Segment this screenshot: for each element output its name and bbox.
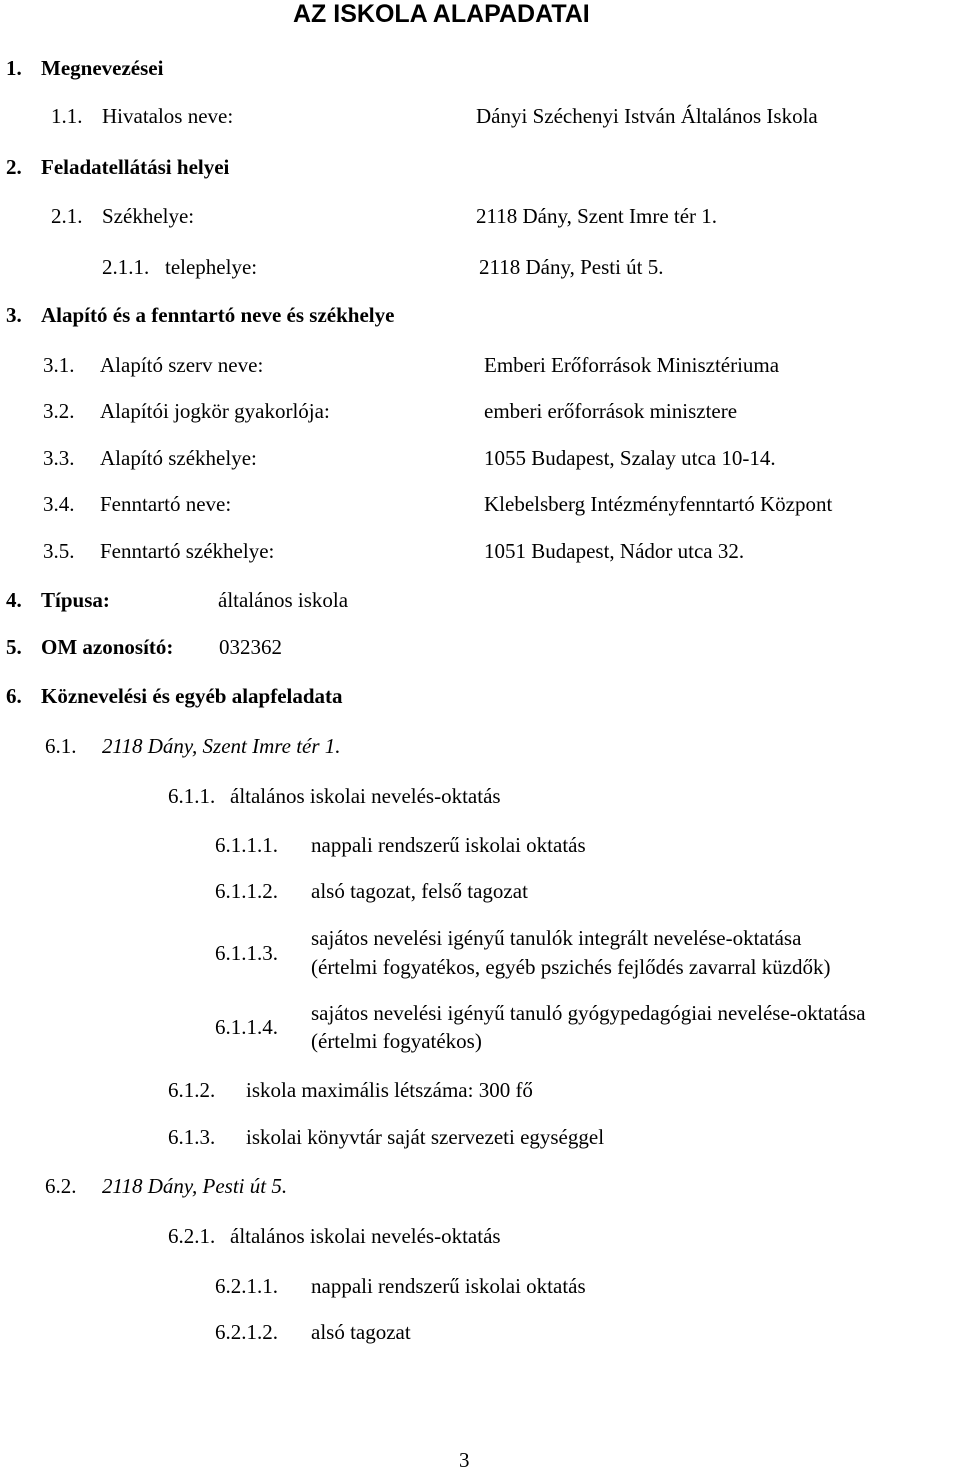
section-6-number: 6. [6, 684, 22, 708]
item-3-1-label: Alapító szerv neve: [100, 353, 264, 377]
item-6-2-1-text: általános iskolai nevelés-oktatás [230, 1224, 501, 1248]
section-3-number: 3. [6, 303, 22, 327]
item-6-2-1-number: 6.2.1. [168, 1224, 216, 1248]
item-6-1-1-1-text: nappali rendszerű iskolai oktatás [311, 833, 586, 857]
item-2-1-1-label: telephelye: [165, 255, 258, 279]
item-3-4-value: Klebelsberg Intézményfenntartó Központ [484, 492, 833, 516]
section-1-number: 1. [6, 56, 22, 80]
item-6-1-1-3-line2: (értelmi fogyatékos, egyéb pszichés fejlődés zavarral küzdők) [311, 955, 831, 979]
item-2-1-1-value: 2118 Dány, Pesti út 5. [479, 255, 664, 279]
item-3-3-label: Alapító székhelye: [100, 446, 257, 470]
item-1-1-number: 1.1. [51, 104, 83, 128]
section-6-heading: Köznevelési és egyéb alapfeladata [41, 684, 343, 708]
item-6-2-address: 2118 Dány, Pesti út 5. [102, 1174, 288, 1198]
item-6-1-1-number: 6.1.1. [168, 784, 216, 808]
item-3-2-number: 3.2. [43, 399, 75, 423]
item-6-2-number: 6.2. [45, 1174, 77, 1198]
page-number: 3 [459, 1448, 470, 1472]
item-3-1-number: 3.1. [43, 353, 75, 377]
item-2-1-value: 2118 Dány, Szent Imre tér 1. [476, 204, 718, 228]
item-3-5-number: 3.5. [43, 539, 75, 563]
item-6-1-1-4-line1: sajátos nevelési igényű tanuló gyógypedagógiai nevelése-oktatása [311, 1001, 866, 1025]
item-2-1-label: Székhelye: [102, 204, 195, 228]
section-4-number: 4. [6, 588, 22, 612]
item-1-1-label: Hivatalos neve: [102, 104, 234, 128]
section-4-value: általános iskola [218, 588, 349, 612]
section-5-value: 032362 [219, 635, 282, 659]
item-3-4-label: Fenntartó neve: [100, 492, 232, 516]
item-6-1-2-number: 6.1.2. [168, 1078, 216, 1102]
item-6-1-1-text: általános iskolai nevelés-oktatás [230, 784, 501, 808]
section-1-heading: Megnevezései [41, 56, 164, 80]
item-3-5-value: 1051 Budapest, Nádor utca 32. [484, 539, 745, 563]
item-3-4-number: 3.4. [43, 492, 75, 516]
section-3-heading: Alapító és a fenntartó neve és székhelye [41, 303, 395, 327]
item-6-1-3-number: 6.1.3. [168, 1125, 216, 1149]
item-6-1-address: 2118 Dány, Szent Imre tér 1. [102, 734, 341, 758]
section-4-label: Típusa: [41, 588, 110, 612]
item-6-1-1-2-number: 6.1.1.2. [215, 879, 278, 903]
item-6-2-1-1-number: 6.2.1.1. [215, 1274, 278, 1298]
item-6-1-3-text: iskolai könyvtár saját szervezeti egységgel [246, 1125, 605, 1149]
item-3-1-value: Emberi Erőforrások Minisztériuma [484, 353, 780, 377]
item-6-1-1-3-line1: sajátos nevelési igényű tanulók integrált nevelése-oktatása [311, 926, 802, 950]
item-6-1-1-2-text: alsó tagozat, felső tagozat [311, 879, 528, 903]
item-3-2-value: emberi erőforrások minisztere [484, 399, 738, 423]
item-6-2-1-1-text: nappali rendszerű iskolai oktatás [311, 1274, 586, 1298]
section-5-label: OM azonosító: [41, 635, 174, 659]
item-6-2-1-2-text: alsó tagozat [311, 1320, 411, 1344]
item-6-1-1-3-number: 6.1.1.3. [215, 941, 278, 965]
item-3-5-label: Fenntartó székhelye: [100, 539, 275, 563]
page-title: AZ ISKOLA ALAPADATAI [293, 0, 590, 28]
item-3-3-number: 3.3. [43, 446, 75, 470]
item-1-1-value: Dányi Széchenyi István Általános Iskola [476, 104, 818, 128]
item-3-2-label: Alapítói jogkör gyakorlója: [100, 399, 330, 423]
item-6-1-1-1-number: 6.1.1.1. [215, 833, 278, 857]
item-6-1-1-4-line2: (értelmi fogyatékos) [311, 1029, 482, 1053]
item-3-3-value: 1055 Budapest, Szalay utca 10-14. [484, 446, 776, 470]
item-6-1-2-text: iskola maximális létszáma: 300 fő [246, 1078, 533, 1102]
section-2-heading: Feladatellátási helyei [41, 155, 230, 179]
item-6-1-number: 6.1. [45, 734, 77, 758]
item-6-1-1-4-number: 6.1.1.4. [215, 1015, 278, 1039]
section-5-number: 5. [6, 635, 22, 659]
item-6-2-1-2-number: 6.2.1.2. [215, 1320, 278, 1344]
section-2-number: 2. [6, 155, 22, 179]
item-2-1-1-number: 2.1.1. [102, 255, 150, 279]
item-2-1-number: 2.1. [51, 204, 83, 228]
